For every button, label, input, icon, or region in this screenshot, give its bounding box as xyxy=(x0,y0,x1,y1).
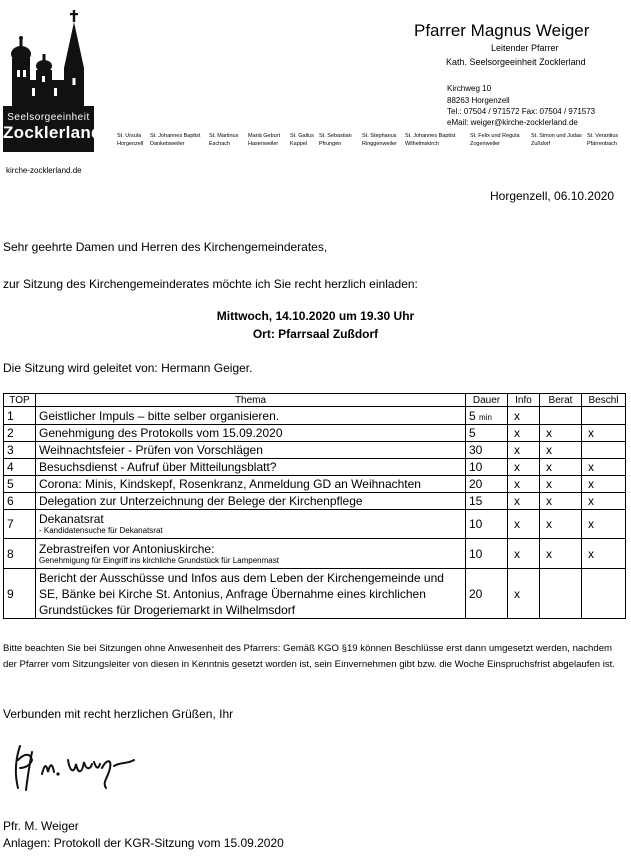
cell-berat: x xyxy=(540,493,582,510)
letter-date: Horgenzell, 06.10.2020 xyxy=(490,189,615,203)
table-row xyxy=(4,539,626,569)
parish-item: Mariä Geburt Hasenweiler xyxy=(248,133,281,147)
table-row xyxy=(4,493,626,510)
cell-dauer: 5 xyxy=(466,425,508,442)
cell-top: 3 xyxy=(4,442,36,459)
cell-dauer: 15 xyxy=(466,493,508,510)
cell-berat: x xyxy=(540,510,582,539)
cell-thema: Geistlicher Impuls – bitte selber organisieren. xyxy=(36,407,466,425)
cell-dauer: 20 xyxy=(466,569,508,619)
logo-line-2: Zocklerland xyxy=(3,123,102,142)
cell-dauer: 10 xyxy=(466,459,508,476)
col-header-berat: Berat xyxy=(540,394,582,407)
cell-dauer: 30 xyxy=(466,442,508,459)
meeting-location: Ort: Pfarrsaal Zußdorf xyxy=(252,327,379,341)
table-row xyxy=(4,569,626,619)
cell-top: 4 xyxy=(4,459,36,476)
cell-info: x xyxy=(508,442,540,459)
signature-icon xyxy=(10,738,150,798)
cell-thema: Weihnachtsfeier - Prüfen von Vorschlägen xyxy=(36,442,466,459)
table-row xyxy=(4,407,626,425)
parish-item: St. Martinus Eschach xyxy=(209,133,239,147)
cell-top: 9 xyxy=(4,569,36,619)
meeting-datetime: Mittwoch, 14.10.2020 um 19.30 Uhr xyxy=(216,309,415,323)
sender-city: 88263 Horgenzell xyxy=(447,96,510,105)
parish-item: St. Johannes Baptist Danketsweiler xyxy=(150,133,201,147)
col-header-beschl: Beschl xyxy=(582,394,626,407)
col-header-top: TOP xyxy=(4,394,36,407)
cell-dauer: 10 xyxy=(466,539,508,569)
table-row xyxy=(4,442,626,459)
cell-info: x xyxy=(508,407,540,425)
chair-line: Die Sitzung wird geleitet von: Hermann Geiger. xyxy=(3,361,253,375)
signer-name: Pfr. M. Weiger xyxy=(3,819,79,833)
cell-beschl xyxy=(582,442,626,459)
cell-thema: Genehmigung des Protokolls vom 15.09.2020 xyxy=(36,425,466,442)
parish-item: St. Johannes Baptist Wilhelmskirch xyxy=(405,133,456,147)
table-row xyxy=(4,476,626,493)
cell-berat: x xyxy=(540,442,582,459)
table-row xyxy=(4,425,626,442)
sender-phone: Tel.: 07504 / 971572 Fax: 07504 / 971573 xyxy=(447,107,596,116)
cell-info: x xyxy=(508,510,540,539)
agenda-table xyxy=(3,393,626,619)
website-link[interactable]: kirche-zocklerland.de xyxy=(6,166,82,175)
parish-item: St. Ursula Horgenzell xyxy=(117,133,144,147)
notice-text: Bitte beachten Sie bei Sitzungen ohne Anwesenheit des Pfarrers: Gemäß KGO §19 können Beschlüsse erst dann umgesetzt werden, nachdem der Pfarrer vom Sitzungsleiter von diesen in Kenntnis gesetzt worden ist, sein Einvernehmen gibt bzw. die Woche Einspruchsfrist abgelaufen ist. xyxy=(3,643,616,670)
cell-top: 1 xyxy=(4,407,36,425)
table-row xyxy=(4,510,626,539)
cell-top: 5 xyxy=(4,476,36,493)
cell-top: 8 xyxy=(4,539,36,569)
sender-org: Kath. Seelsorgeeinheit Zocklerland xyxy=(446,57,586,67)
parish-item: St. Stephanus Ringgenweiler xyxy=(362,133,397,147)
sender-role: Leitender Pfarrer xyxy=(491,43,559,53)
salutation: Sehr geehrte Damen und Herren des Kirchengemeinderates, xyxy=(3,240,328,254)
col-header-dauer: Dauer xyxy=(466,394,508,407)
cell-thema: Zebrastreifen vor Antoniuskirche: Genehmigung für Eingriff ins kirchliche Grundstück für Lampenmast xyxy=(36,539,466,569)
cell-info: x xyxy=(508,493,540,510)
cell-info: x xyxy=(508,539,540,569)
cell-dauer: 20 xyxy=(466,476,508,493)
cell-thema: Besuchsdienst - Aufruf über Mitteilungsblatt? xyxy=(36,459,466,476)
table-row xyxy=(4,459,626,476)
attachment-line: Anlagen: Protokoll der KGR-Sitzung vom 15.09.2020 xyxy=(3,836,284,850)
cell-beschl: x xyxy=(582,539,626,569)
logo-banner xyxy=(3,106,102,152)
closing-text: Verbunden mit recht herzlichen Grüßen, Ihr xyxy=(3,707,234,721)
parish-list xyxy=(117,133,629,153)
cell-beschl: x xyxy=(582,425,626,442)
cell-thema: Bericht der Ausschüsse und Infos aus dem Leben der Kirchengemeinde und SE, Bänke bei Kirche St. Antonius, Anfrage Übernahme eines kirchlichen Grundstückes für Drogeriemarkt in Wilhelmsdorf xyxy=(36,569,466,619)
invitation-text: zur Sitzung des Kirchengemeinderates möchte ich Sie recht herzlich einladen: xyxy=(3,277,418,291)
cell-beschl: x xyxy=(582,493,626,510)
cell-dauer: 5 min xyxy=(466,407,508,425)
parish-item: St. Felix und Regula Zogenweiler xyxy=(470,133,520,147)
cell-top: 7 xyxy=(4,510,36,539)
cell-info: x xyxy=(508,425,540,442)
cell-thema: Corona: Minis, Kindskepf, Rosenkranz, Anmeldung GD an Weihnachten xyxy=(36,476,466,493)
parish-item: St. Simon und Judas Zußdorf xyxy=(531,133,582,147)
cell-beschl: x xyxy=(582,459,626,476)
churches-logo-icon xyxy=(2,8,98,108)
parish-item: St. Verantius Pfärrenbach xyxy=(587,133,619,147)
cell-top: 6 xyxy=(4,493,36,510)
sender-name: Pfarrer Magnus Weiger xyxy=(414,21,590,40)
cell-beschl: x xyxy=(582,510,626,539)
cell-thema: Dekanatsrat - Kandidatensuche für Dekanatsrat xyxy=(36,510,466,539)
sender-street: Kirchweg 10 xyxy=(447,84,492,93)
col-header-info: Info xyxy=(508,394,540,407)
cell-info: x xyxy=(508,459,540,476)
parish-item: St. Sebastian Pfrungen xyxy=(319,133,352,147)
logo-line-1: Seelsorgeeinheit xyxy=(7,112,90,123)
cell-info: x xyxy=(508,476,540,493)
cell-berat xyxy=(540,407,582,425)
cell-beschl xyxy=(582,407,626,425)
cell-berat xyxy=(540,569,582,619)
cell-berat: x xyxy=(540,425,582,442)
cell-info: x xyxy=(508,569,540,619)
cell-beschl: x xyxy=(582,476,626,493)
cell-berat: x xyxy=(540,459,582,476)
parish-item: St. Gallus Kappel xyxy=(290,133,314,147)
cell-dauer: 10 xyxy=(466,510,508,539)
cell-beschl xyxy=(582,569,626,619)
agenda-header-row xyxy=(4,394,626,407)
cell-berat: x xyxy=(540,476,582,493)
cell-berat: x xyxy=(540,539,582,569)
col-header-thema: Thema xyxy=(36,394,466,407)
sender-email[interactable]: eMail: weiger@kirche-zocklerland.de xyxy=(447,118,578,127)
cell-top: 2 xyxy=(4,425,36,442)
cell-thema: Delegation zur Unterzeichnung der Belege der Kirchenpflege xyxy=(36,493,466,510)
